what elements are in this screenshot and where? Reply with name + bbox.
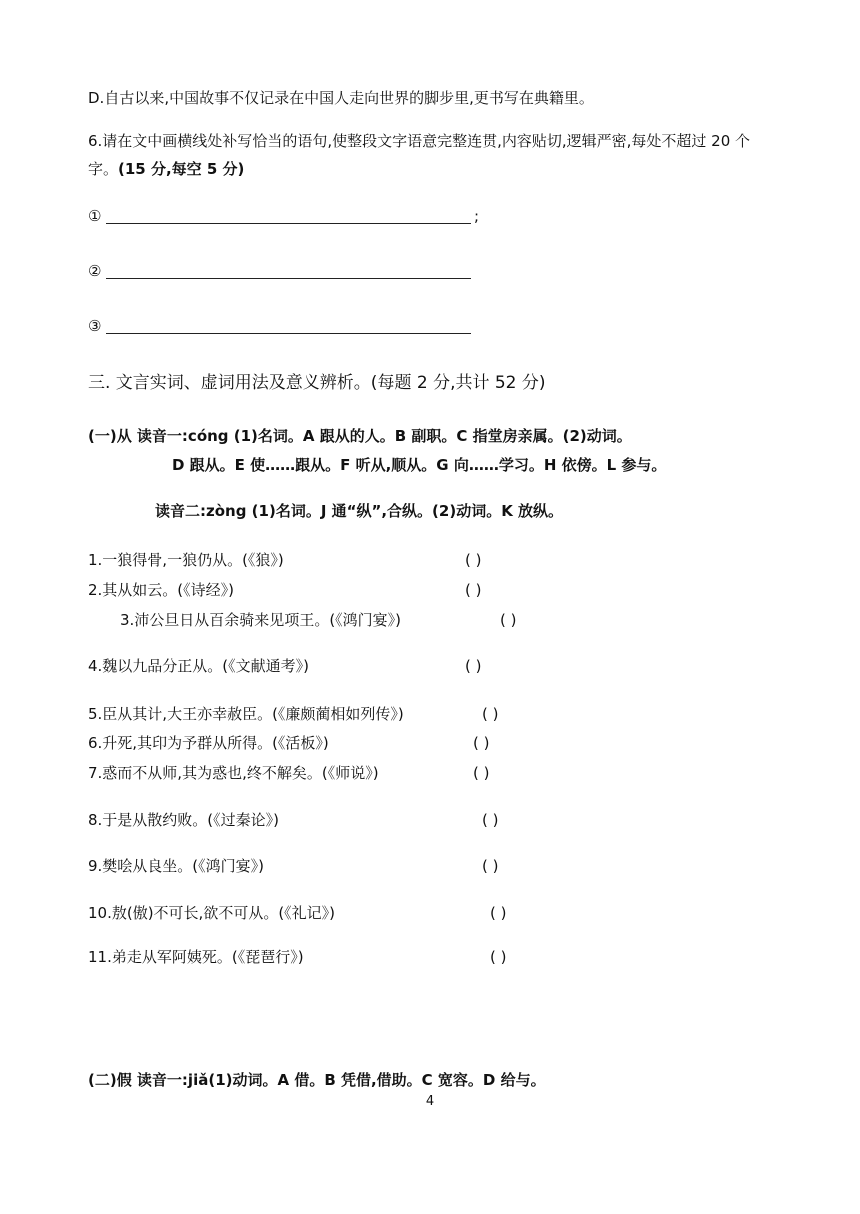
part1-line1: (一)从 读音一:cóng (1)名词。A 跟从的人。B 副职。C 指堂房亲属。(2)动词。 [88,427,632,445]
question-item-9: 9.樊哙从良坐。(《鸿门宴》) [88,857,265,875]
blank-semicolon: ; [474,207,480,225]
question-item-5: 5.臣从其计,大王亦幸赦臣。(《廉颇蔺相如列传》) [88,705,404,723]
question-6 [88,127,778,183]
question-item-3: 3.沛公旦日从百余骑来见项王。(《鸿门宴》) [120,611,402,629]
answer-blank-3[interactable] [88,317,488,337]
question-item-11: 11.弟走从军阿姨死。(《琵琶行》) [88,948,304,966]
answer-paren-8[interactable]: ( ) [482,811,499,829]
question-item-10: 10.敖(傲)不可长,欲不可从。(《礼记》) [88,904,336,922]
blank-line [106,333,471,334]
answer-paren-1[interactable]: ( ) [465,551,482,569]
answer-paren-9[interactable]: ( ) [482,857,499,875]
blank-line [106,223,471,224]
answer-blank-2[interactable] [88,262,488,282]
blank-marker-2: ② [88,262,102,280]
question-item-7: 7.惑而不从师,其为惑也,终不解矣。(《师说》) [88,764,379,782]
question-6-text: 6.请在文中画横线处补写恰当的语句,使整段文字语意完整连贯,内容贴切,逻辑严密,每处不超过 20 个字。 [88,132,751,178]
part2-line1: (二)假 读音一:jiǎ(1)动词。A 借。B 凭借,借助。C 宽容。D 给与。 [88,1071,546,1089]
answer-blank-1[interactable] [88,207,488,227]
answer-paren-6[interactable]: ( ) [473,734,490,752]
blank-marker-1: ① [88,207,102,225]
option-d-text: D.自古以来,中国故事不仅记录在中国人走向世界的脚步里,更书写在典籍里。 [88,89,594,107]
question-6-score: (15 分,每空 5 分) [118,160,245,178]
answer-paren-3[interactable]: ( ) [500,611,517,629]
answer-paren-4[interactable]: ( ) [465,657,482,675]
question-item-6: 6.升死,其印为予群从所得。(《活板》) [88,734,329,752]
answer-paren-10[interactable]: ( ) [490,904,507,922]
answer-paren-5[interactable]: ( ) [482,705,499,723]
blank-marker-3: ③ [88,317,102,335]
question-item-8: 8.于是从散约败。(《过秦论》) [88,811,280,829]
answer-paren-7[interactable]: ( ) [473,764,490,782]
part1-line2: D 跟从。E 使……跟从。F 听从,顺从。G 向……学习。H 依傍。L 参与。 [172,456,667,474]
question-item-2: 2.其从如云。(《诗经》) [88,581,235,599]
section-3-title: 三. 文言实词、虚词用法及意义辨析。(每题 2 分,共计 52 分) [88,373,546,393]
question-item-1: 1.一狼得骨,一狼仍从。(《狼》) [88,551,284,569]
part1-line3: 读音二:zòng (1)名词。J 通“纵”,合纵。(2)动词。K 放纵。 [155,502,564,520]
answer-paren-11[interactable]: ( ) [490,948,507,966]
question-item-4: 4.魏以九品分正从。(《文献通考》) [88,657,310,675]
blank-line [106,278,471,279]
page-number: 4 [425,1094,435,1109]
answer-paren-2[interactable]: ( ) [465,581,482,599]
